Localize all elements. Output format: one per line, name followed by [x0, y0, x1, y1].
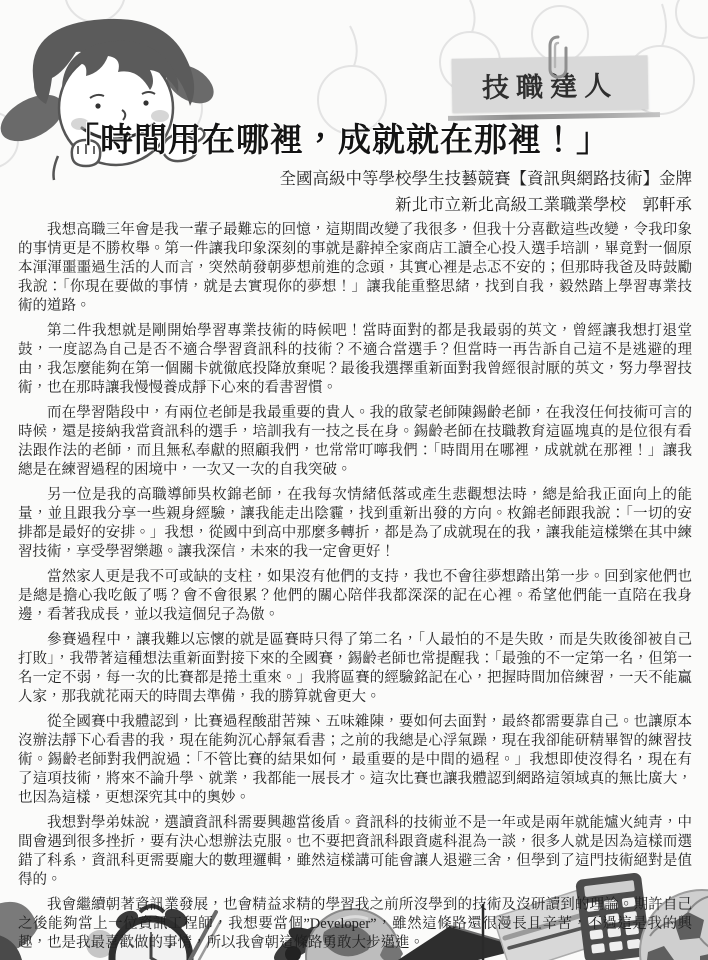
article-byline	[280, 166, 693, 218]
paperclip-icon	[546, 34, 570, 80]
paragraph: 我想對學弟妹說，選讀資訊科需要興趣當後盾。資訊科的技術並不是一年或是兩年就能爐火純青，中間會遇到很多挫折，要有決心想辦法克服。也不要把資訊科跟資處科混為一談，很多人就是因為這樣而選錯了科系，資訊科更需要龐大的數理邏輯，雖然這樣講可能會讓人退避三舍，但學到了這門技術絕對是值得的。	[18, 815, 692, 888]
paragraph: 而在學習階段中，有兩位老師是我最重要的貴人。我的啟蒙老師陳錫齡老師，在我沒任何技術可言的時候，還是接納我當資訊科的選手，培訓我有一技之長在身。錫齡老師在技職教育這區塊真的是位很有看法跟作法的老師，而且無私奉獻的照顧我們，也常常叮嚀我們：「時間用在哪裡，成就就在那裡！」讓我總是在練習過程的困境中，一次又一次的自我突破。	[18, 405, 692, 478]
paragraph: 參賽過程中，讓我難以忘懷的就是區賽時只得了第二名，「人最怕的不是失敗，而是失敗後卻被自己打敗」，我帶著這種想法重新面對接下來的全國賽，錫齡老師也常提醒我：「最強的不一定第一名，但第一名一定不弱，每一次的比賽都是捲土重來。」我將區賽的經驗銘記在心，把握時間加倍練習，一天不能贏人家，那我就花兩天的時間去準備，我的勝算就會更大。	[18, 632, 692, 705]
paragraph: 另一位是我的高職導師吳枚錦老師，在我每次情緒低落或產生悲觀想法時，總是給我正面向上的能量，並且跟我分享一些親身經驗，讓我能走出陰霾，找到重新出發的方向。枚錦老師跟我說：「一切的安排都是最好的安排。」我想，從國中到高中那麼多轉折，都是為了成就現在的我，讓我能這樣樂在其中練習技術，享受學習樂趣。讓我深信，未來的我一定會更好！	[18, 487, 692, 560]
paragraph: 我會繼續朝著資訊業發展，也會精益求精的學習我之前所沒學到的技術及沒研讀到的理論。期許自己之後能夠當上一位資訊工程師，我想要當個”Developer”，雖然這條路還很漫長且辛苦，不過這是我的興趣，也是我最喜歡做的事情，所以我會朝這條路勇敢大步邁進。	[18, 897, 692, 951]
section-tag-label: 技職達人	[481, 70, 619, 103]
school-author-line: 新北市立新北高級工業職業學校 郭軒承	[395, 195, 692, 214]
paragraph: 從全國賽中我體認到，比賽過程酸甜苦辣、五味雜陳，要如何去面對，最終都需要靠自己。也讓原本沒辦法靜下心看書的我，現在能夠沉心靜氣看書；之前的我總是心浮氣躁，現在我卻能研精畢智的練習技術。錫齡老師對我們說過：「不管比賽的結果如何，最重要的是中間的過程。」我想即使沒得名，現在有了這項技術，將來不論升學、就業，我都能一展長才。這次比賽也讓我體認到網路這領域真的無比廣大，也因為這樣，更想深究其中的奧妙。	[18, 714, 692, 806]
article-body	[18, 221, 692, 959]
article-title: 「時間用在哪裡，成就就在那裡！」	[66, 121, 610, 158]
award-line: 全國高級中等學校學生技藝競賽【資訊與網路技術】金牌	[279, 169, 692, 188]
paragraph: 第二件我想就是剛開始學習專業技術的時候吧！當時面對的都是我最弱的英文，曾經讓我想打退堂鼓，一度認為自己是否不適合學習資訊科的技術？不適合當選手？但當時一再告訴自己這不是逃避的理由，我怎麼能夠在第一個關卡就徹底投降放棄呢？最後我選擇重新面對我曾經很討厭的英文，努力學習技術，也在那時讓我慢慢養成靜下心來的看書習慣。	[18, 323, 692, 396]
paragraph: 我想高職三年會是我一輩子最難忘的回憶，這期間改變了我很多，但我十分喜歡這些改變，令我印象的事情更是不勝枚舉。第一件讓我印象深刻的事就是辭掉全家商店工讀全心投入選手培訓，畢竟對一個原本渾渾噩噩過生活的人而言，突然萌發朝夢想前進的念頭，其實心裡是忐忑不安的；但那時我爸及時鼓勵我說：「你現在要做的事情，就是去實現你的夢想！」讓我能重整思緒，找到自我，毅然踏上學習專業技術的道路。	[18, 222, 692, 314]
paragraph: 當然家人更是我不可或缺的支柱，如果沒有他們的支持，我也不會往夢想踏出第一步。回到家他們也是總是擔心我吃飯了嗎？會不會很累？他們的關心陪伴我都深深的記在心裡。希望他們能一直陪在我身邊，看著我成長，並以我這個兒子為傲。	[18, 569, 692, 623]
